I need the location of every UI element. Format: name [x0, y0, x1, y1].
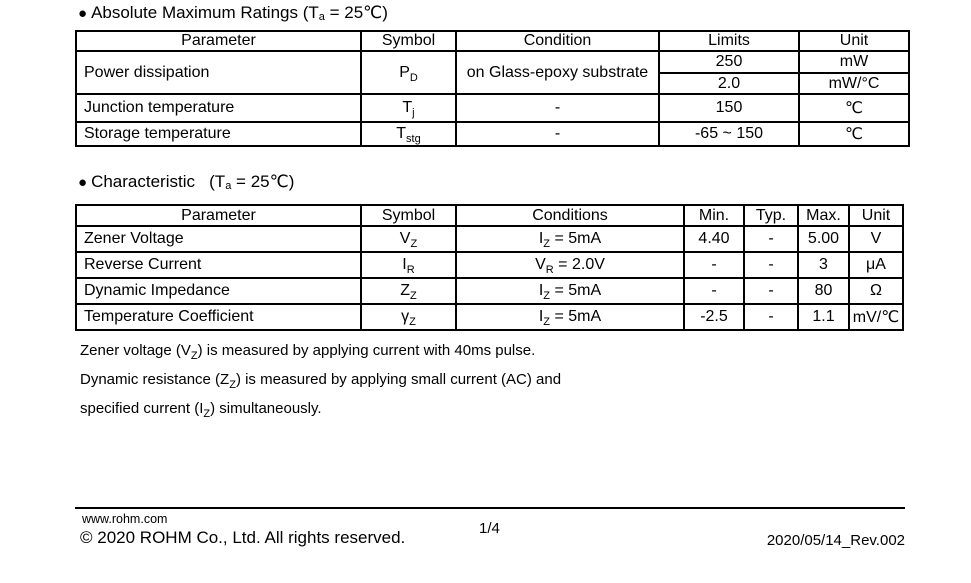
- cell-unit: mV/℃: [849, 304, 903, 330]
- chr-header-row: [76, 205, 903, 226]
- cell-power-unit-2: mW/°C: [799, 73, 909, 94]
- amr-header-limits: Limits: [659, 31, 799, 51]
- condition-sub: Z: [543, 316, 551, 328]
- amr-header-condition: Condition: [456, 31, 659, 51]
- chr-row-reverse-current: [76, 252, 903, 278]
- cell-symbol: [361, 304, 456, 330]
- condition-base: V: [535, 256, 546, 273]
- chr-row-zener-voltage: [76, 226, 903, 252]
- condition-base: I: [538, 282, 544, 299]
- condition-rest: = 5mA: [550, 282, 602, 299]
- cell-min: 4.40: [684, 226, 744, 252]
- cell-junction-condition: -: [456, 94, 659, 122]
- note-text: Dynamic resistance (Z: [80, 371, 230, 388]
- cell-parameter: Zener Voltage: [76, 226, 361, 252]
- chr-header-max: Max.: [798, 205, 849, 226]
- cell-min: -2.5: [684, 304, 744, 330]
- symbol-base: V: [399, 230, 411, 247]
- note-text: ) is measured by applying current with 40ms pulse.: [197, 342, 536, 359]
- cell-power-unit-1: mW: [799, 51, 909, 73]
- cell-unit: V: [849, 226, 903, 252]
- symbol-sub: stg: [406, 133, 421, 145]
- cell-max: 5.00: [798, 226, 849, 252]
- cell-typ: -: [744, 252, 798, 278]
- symbol-sub: Z: [410, 238, 418, 250]
- condition-sub: R: [545, 264, 554, 276]
- symbol-sub: j: [412, 107, 415, 119]
- cell-parameter: Dynamic Impedance: [76, 278, 361, 304]
- symbol-base: T: [396, 125, 407, 142]
- symbol-base: P: [399, 63, 410, 81]
- cell-storage-condition: -: [456, 122, 659, 146]
- amr-header-symbol: Symbol: [361, 31, 456, 51]
- chr-section-title: [78, 172, 294, 192]
- amr-row-junction: [76, 94, 909, 122]
- chr-header-min: Min.: [684, 205, 744, 226]
- amr-row-power-1: [76, 51, 909, 73]
- cell-condition: [456, 226, 684, 252]
- cell-typ: -: [744, 304, 798, 330]
- footer-divider: [75, 507, 905, 509]
- cell-parameter: Temperature Coefficient: [76, 304, 361, 330]
- cell-junction-limit: 150: [659, 94, 799, 122]
- cell-power-condition: on Glass-epoxy substrate: [456, 51, 659, 94]
- cell-symbol: [361, 252, 456, 278]
- symbol-sub: D: [409, 71, 418, 84]
- cell-min: -: [684, 278, 744, 304]
- footnotes: [80, 337, 561, 424]
- footer-revision: 2020/05/14_Rev.002: [766, 532, 905, 549]
- cell-condition: [456, 278, 684, 304]
- amr-title-suffix: = 25℃): [324, 3, 388, 22]
- cell-condition: [456, 304, 684, 330]
- symbol-base: I: [402, 256, 407, 273]
- cell-power-symbol: [361, 51, 456, 94]
- chr-table: [75, 204, 904, 331]
- cell-power-limit-1: 250: [659, 51, 799, 73]
- chr-header-parameter: Parameter: [76, 205, 361, 226]
- condition-sub: Z: [543, 290, 551, 302]
- condition-base: I: [538, 308, 544, 325]
- footnote-line-1: [80, 337, 561, 366]
- note-text: specified current (I: [80, 400, 204, 417]
- amr-title-text: Absolute Maximum Ratings (T: [91, 3, 319, 22]
- cell-storage-parameter: Storage temperature: [76, 122, 361, 146]
- cell-min: -: [684, 252, 744, 278]
- chr-header-typ: Typ.: [744, 205, 798, 226]
- chr-row-temperature-coefficient: [76, 304, 903, 330]
- symbol-sub: Z: [409, 316, 416, 328]
- condition-sub: Z: [543, 238, 551, 250]
- footer-page-number: 1/4: [479, 520, 500, 537]
- cell-storage-symbol: [361, 122, 456, 146]
- cell-symbol: [361, 278, 456, 304]
- symbol-base: T: [402, 99, 413, 116]
- cell-junction-symbol: [361, 94, 456, 122]
- condition-rest: = 5mA: [550, 230, 602, 247]
- cell-power-parameter: Power dissipation: [76, 51, 361, 94]
- note-subscript: Z: [190, 350, 198, 362]
- condition-base: I: [538, 230, 544, 247]
- cell-symbol: [361, 226, 456, 252]
- footnote-line-3: [80, 395, 561, 424]
- cell-condition: [456, 252, 684, 278]
- cell-typ: -: [744, 226, 798, 252]
- footer-copyright: © 2020 ROHM Co., Ltd. All rights reserved.: [80, 528, 406, 547]
- chr-header-symbol: Symbol: [361, 205, 456, 226]
- cell-unit: Ω: [849, 278, 903, 304]
- note-subscript: Z: [203, 408, 211, 420]
- symbol-sub: Z: [410, 290, 417, 302]
- amr-header-parameter: Parameter: [76, 31, 361, 51]
- footer-url: www.rohm.com: [82, 512, 168, 526]
- chr-header-conditions: Conditions: [456, 205, 684, 226]
- cell-max: 1.1: [798, 304, 849, 330]
- note-text: ) simultaneously.: [210, 400, 322, 417]
- cell-max: 80: [798, 278, 849, 304]
- chr-title-text: Characteristic (T: [91, 172, 226, 191]
- amr-table: [75, 30, 910, 147]
- cell-max: 3: [798, 252, 849, 278]
- amr-header-row: [76, 31, 909, 51]
- cell-parameter: Reverse Current: [76, 252, 361, 278]
- amr-row-storage: [76, 122, 909, 146]
- cell-unit: μA: [849, 252, 903, 278]
- cell-storage-unit: ℃: [799, 122, 909, 146]
- bullet-icon: ●: [78, 173, 88, 191]
- cell-power-limit-2: 2.0: [659, 73, 799, 94]
- chr-title-subscript: a: [225, 180, 232, 192]
- amr-header-unit: Unit: [799, 31, 909, 51]
- amr-title-subscript: a: [318, 11, 325, 23]
- cell-junction-unit: ℃: [799, 94, 909, 122]
- bullet-icon: ●: [78, 4, 88, 22]
- condition-rest: = 5mA: [550, 308, 602, 325]
- symbol-base: γ: [401, 308, 410, 325]
- footnote-line-2: [80, 366, 561, 395]
- note-text: ) is measured by applying small current (AC) and: [235, 371, 562, 388]
- chr-header-unit: Unit: [849, 205, 903, 226]
- amr-section-title: [78, 3, 388, 23]
- cell-junction-parameter: Junction temperature: [76, 94, 361, 122]
- symbol-base: Z: [400, 282, 411, 299]
- cell-storage-limit: -65 ~ 150: [659, 122, 799, 146]
- note-subscript: Z: [229, 379, 236, 391]
- note-text: Zener voltage (V: [80, 342, 191, 359]
- chr-title-suffix: = 25℃): [231, 172, 295, 191]
- symbol-sub: R: [406, 264, 415, 276]
- chr-row-dynamic-impedance: [76, 278, 903, 304]
- condition-rest: = 2.0V: [553, 256, 605, 273]
- cell-typ: -: [744, 278, 798, 304]
